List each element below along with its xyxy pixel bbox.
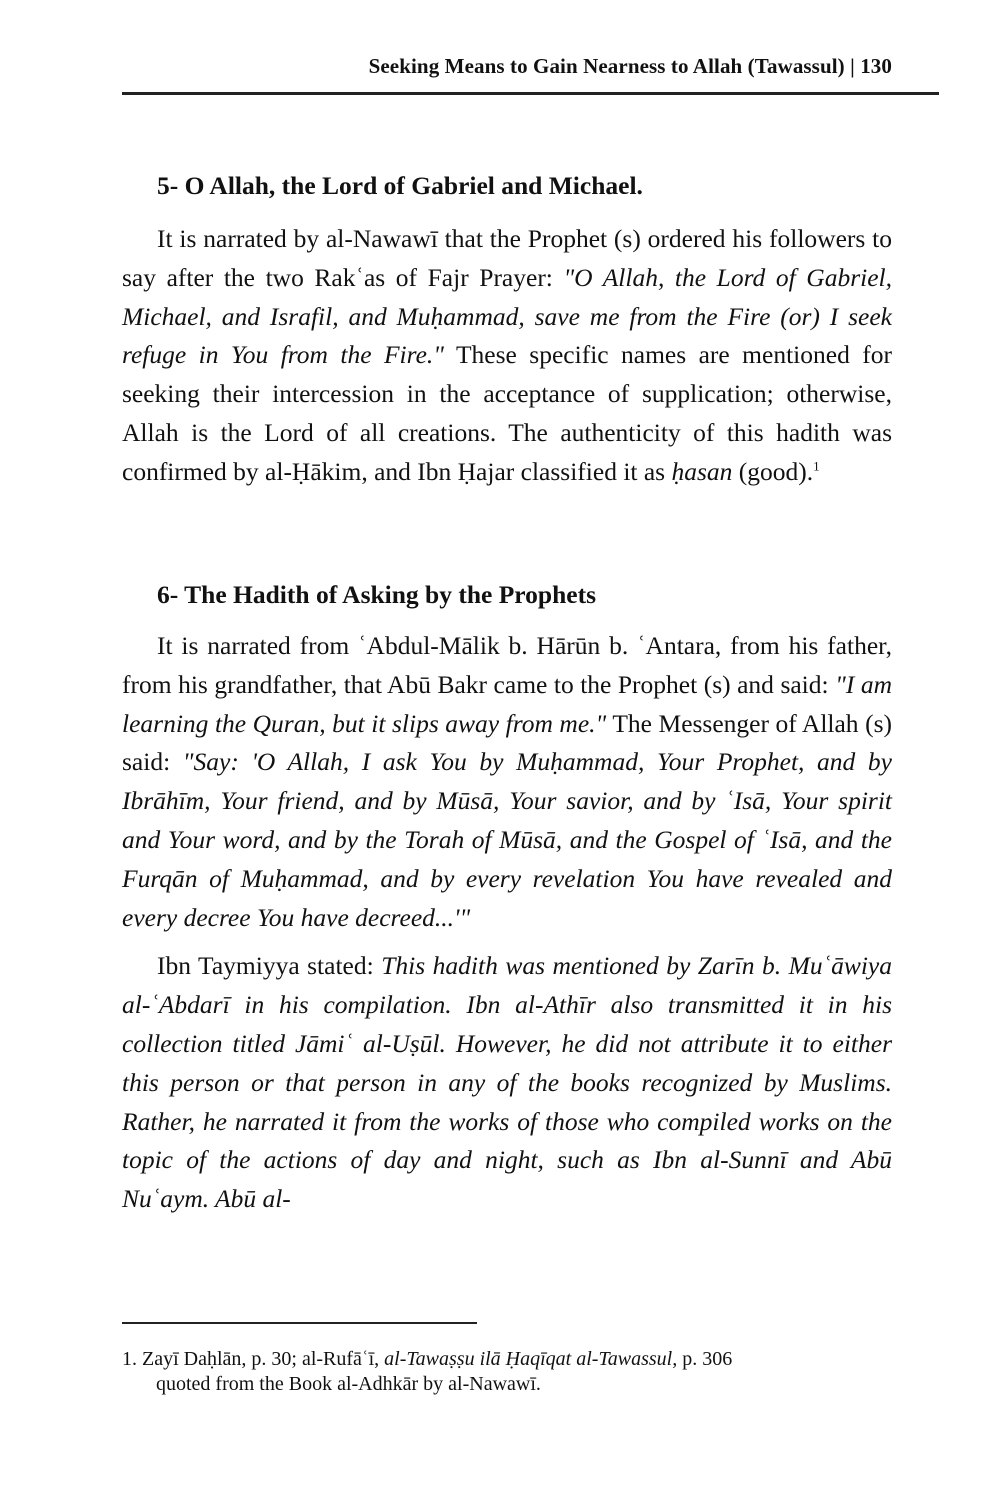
section-6-quote-2: "Say: 'O Allah, I ask You by Muḥammad, Your Prophet, and by Ibrāhīm, Your friend, and by Mūsā, Your savior, and by ʿIsā, Your spirit and Your word, and by the Torah of Mūsā, and the Gospel of ʿIsā, and the Furqān of Muḥammad, and by every revelation You have revealed and every decree You have decreed...'" (122, 747, 892, 932)
section-5-heading: 5- O Allah, the Lord of Gabriel and Michael. (157, 171, 643, 200)
section-5-term: ḥasan (671, 456, 733, 486)
section-5-body (122, 220, 892, 492)
section-6-paragraph-2 (122, 947, 892, 1219)
section-6-heading: 6- The Hadith of Asking by the Prophets (157, 580, 597, 609)
footnote-text-a: Zayī Daḥlān, p. 30; al-Rufāʿī, (137, 1348, 385, 1370)
footnote-text-c: quoted from the Book al-Adhkār by al-Nawawī. (156, 1373, 541, 1395)
footnote-rule (122, 1322, 477, 1324)
section-6-quote-1: "I am learning the Quran, but it slips away from me." (122, 669, 892, 738)
footnote-title: al-Tawaṣṣu ilā Ḥaqīqat al-Tawassul, (384, 1348, 678, 1370)
running-header: Seeking Means to Gain Nearness to Allah (Tawassul) | 130 (368, 54, 892, 78)
footnote-text-b: p. 306 (677, 1348, 733, 1370)
section-5-text-a: It is narrated by al-Nawawī that the Prophet (s) ordered his followers to say after the two Rakʿas of Fajr Prayer: (122, 224, 892, 292)
section-6-paragraph-1 (122, 627, 892, 937)
section-5-text-b: These specific names are mentioned for seeking their intercession in the acceptance of supplication; otherwise, Allah is the Lord of all creations. The authenticity of this hadith was confirmed by al-Ḥākim, and Ibn Ḥajar classified it as (122, 340, 892, 486)
section-6-body (122, 627, 892, 1219)
section-5-paragraph (122, 220, 892, 492)
footnote (122, 1347, 892, 1397)
header-rule (122, 92, 939, 95)
footnote-marker: 1. (122, 1348, 137, 1370)
footnote-ref: 1 (813, 458, 820, 474)
section-6-quote-3: This hadith was mentioned by Zarīn b. Muʿāwiya al-ʿAbdarī in his compilation. Ibn al-Athīr also transmitted it in his collection titled Jāmiʿ al-Uṣūl. However, he did not attribute it to either this person or that person in any of the books recognized by Muslims. Rather, he narrated it from the works of those who compiled works on the topic of the actions of day and night, such as Ibn al-Sunnī and Abū Nuʿaym. Abū al- (122, 951, 892, 1214)
section-6-text-b: The Messenger of Allah (s) said: (122, 708, 892, 777)
section-6-text-a: It is narrated from ʿAbdul-Mālik b. Hārūn b. ʿAntara, from his father, from his grandfather, that Abū Bakr came to the Prophet (s) and said: (122, 631, 892, 699)
section-5-quote: "O Allah, the Lord of Gabriel, Michael, and Israfil, and Muḥammad, save me from the Fire (or) I seek refuge in You from the Fire." (122, 262, 892, 370)
section-6-text-c: Ibn Taymiyya stated: (157, 951, 382, 981)
section-5-text-c: (good). (732, 456, 814, 486)
